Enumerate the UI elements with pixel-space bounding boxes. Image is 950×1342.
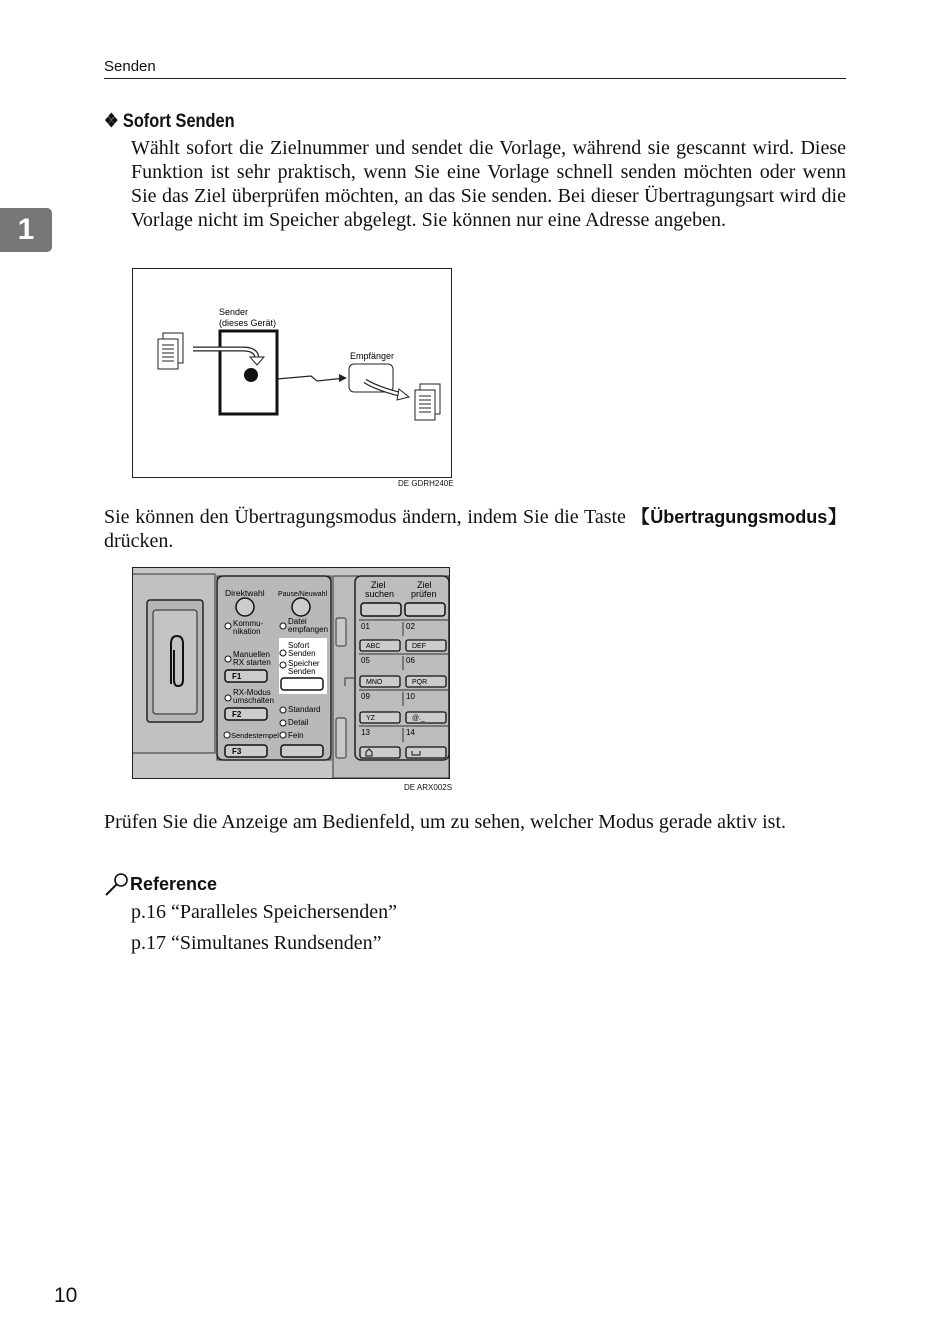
direktwahl-label: Direktwahl [225,588,265,598]
ziel-pruefen-button[interactable] [405,603,445,616]
manuellen-label-2: RX starten [233,658,271,667]
header-rule [104,78,846,79]
key-label-02: 02 [406,622,415,631]
pause-button[interactable] [292,598,310,616]
rx-label-2: umschalten [233,696,274,705]
sofort-label-2: Senden [288,649,316,658]
received-document-icon [415,384,440,420]
mode-text-after: drücken. [104,530,174,552]
section-title: Sofort Senden [122,111,235,132]
scanner-dot [244,368,258,382]
chapter-tab: 1 [0,208,52,252]
key-label-yz: YZ [366,715,375,722]
section-body: Wählt sofort die Zielnummer und sendet die Vorlage, während sie gescannt wird. Diese Funktion ist sehr praktisch, wenn Sie eine Vorlage schnell senden möchten oder wenn Sie das Ziel überprüfen möchten, an das Sie senden. Bei dieser Übertragungsart wird die Vorlage nicht im Speicher abgelegt. Sie können nur eine Adresse angeben. [131,137,846,231]
ziel-pruefen-label-1: Ziel [417,580,432,590]
page-number: 10 [54,1284,78,1307]
detail-label: Detail [288,718,309,727]
diamond-bullet-icon: ❖ [104,111,119,132]
ziel-suchen-button[interactable] [361,603,401,616]
sender-label: Sender [219,307,249,317]
key-label-06: 06 [406,656,415,665]
reference-link-1[interactable]: p.16 “Paralleles Speichersenden” [131,901,398,923]
key-label-05: 05 [361,656,370,665]
mode-text-before: Sie können den Übertragungsmodus ändern, indem Sie die Taste [104,506,632,528]
kommu-label-2: nikation [233,627,261,636]
pause-label: Pause/Neuwahl [278,591,328,598]
transmission-mode-button[interactable] [281,678,323,690]
f1-label: F1 [232,672,242,681]
direktwahl-button[interactable] [236,598,254,616]
fein-label: Fein [288,731,304,740]
key-label-def: DEF [412,643,426,650]
manuellen-label-1: Manuellen [233,650,270,659]
sendestempel-label: Sendestempel [231,731,279,740]
f3-label: F3 [232,747,242,756]
sender-sublabel: (dieses Gerät) [219,318,277,328]
transmission-figure [132,268,452,478]
datei-label-1: Datei [288,617,307,626]
key-label-09: 09 [361,692,370,701]
key-label-at: @._ [412,715,425,722]
standard-label: Standard [288,705,321,714]
control-panel-figure [132,567,450,779]
figure2-code: DE ARX002S [404,783,453,792]
key-label-10: 10 [406,692,415,701]
speicher-label-2: Senden [288,667,316,676]
ziel-suchen-label-1: Ziel [371,580,386,590]
f2-label: F2 [232,710,242,719]
key-label-mno: MNO [366,679,383,686]
magnifier-icon [104,872,130,896]
transmission-signal [277,376,345,381]
key-label-pqr: PQR [412,679,428,686]
figure1-code: DE GDRH240E [398,479,454,488]
receiver-label: Empfänger [350,351,395,361]
quality-button[interactable] [281,745,323,757]
key-label-14: 14 [406,728,415,737]
datei-label-2: empfangen [288,625,329,634]
reference-heading [104,872,217,896]
running-header: Senden [104,58,156,75]
original-document-icon [158,333,183,369]
sofort-label-1: Sofort [288,641,310,650]
check-paragraph: Prüfen Sie die Anzeige am Bedienfeld, um zu sehen, welcher Modus gerade aktiv ist. [104,811,787,833]
ziel-pruefen-label-2: prüfen [411,589,437,599]
speicher-label-1: Speicher [288,659,320,668]
section-heading [104,110,235,133]
key-label-abc: ABC [366,643,381,650]
reference-title: Reference [130,873,218,894]
key-label-01: 01 [361,622,370,631]
transmission-mode-key: 【Übertragungsmodus】 [631,507,846,527]
mode-paragraph [104,505,846,553]
reference-link-2[interactable]: p.17 “Simultanes Rundsenden” [131,932,382,954]
key-label-13: 13 [361,728,370,737]
ziel-suchen-label-2: suchen [365,589,395,599]
kommu-label-1: Kommu- [233,619,264,628]
rx-label-1: RX-Modus [233,688,271,697]
